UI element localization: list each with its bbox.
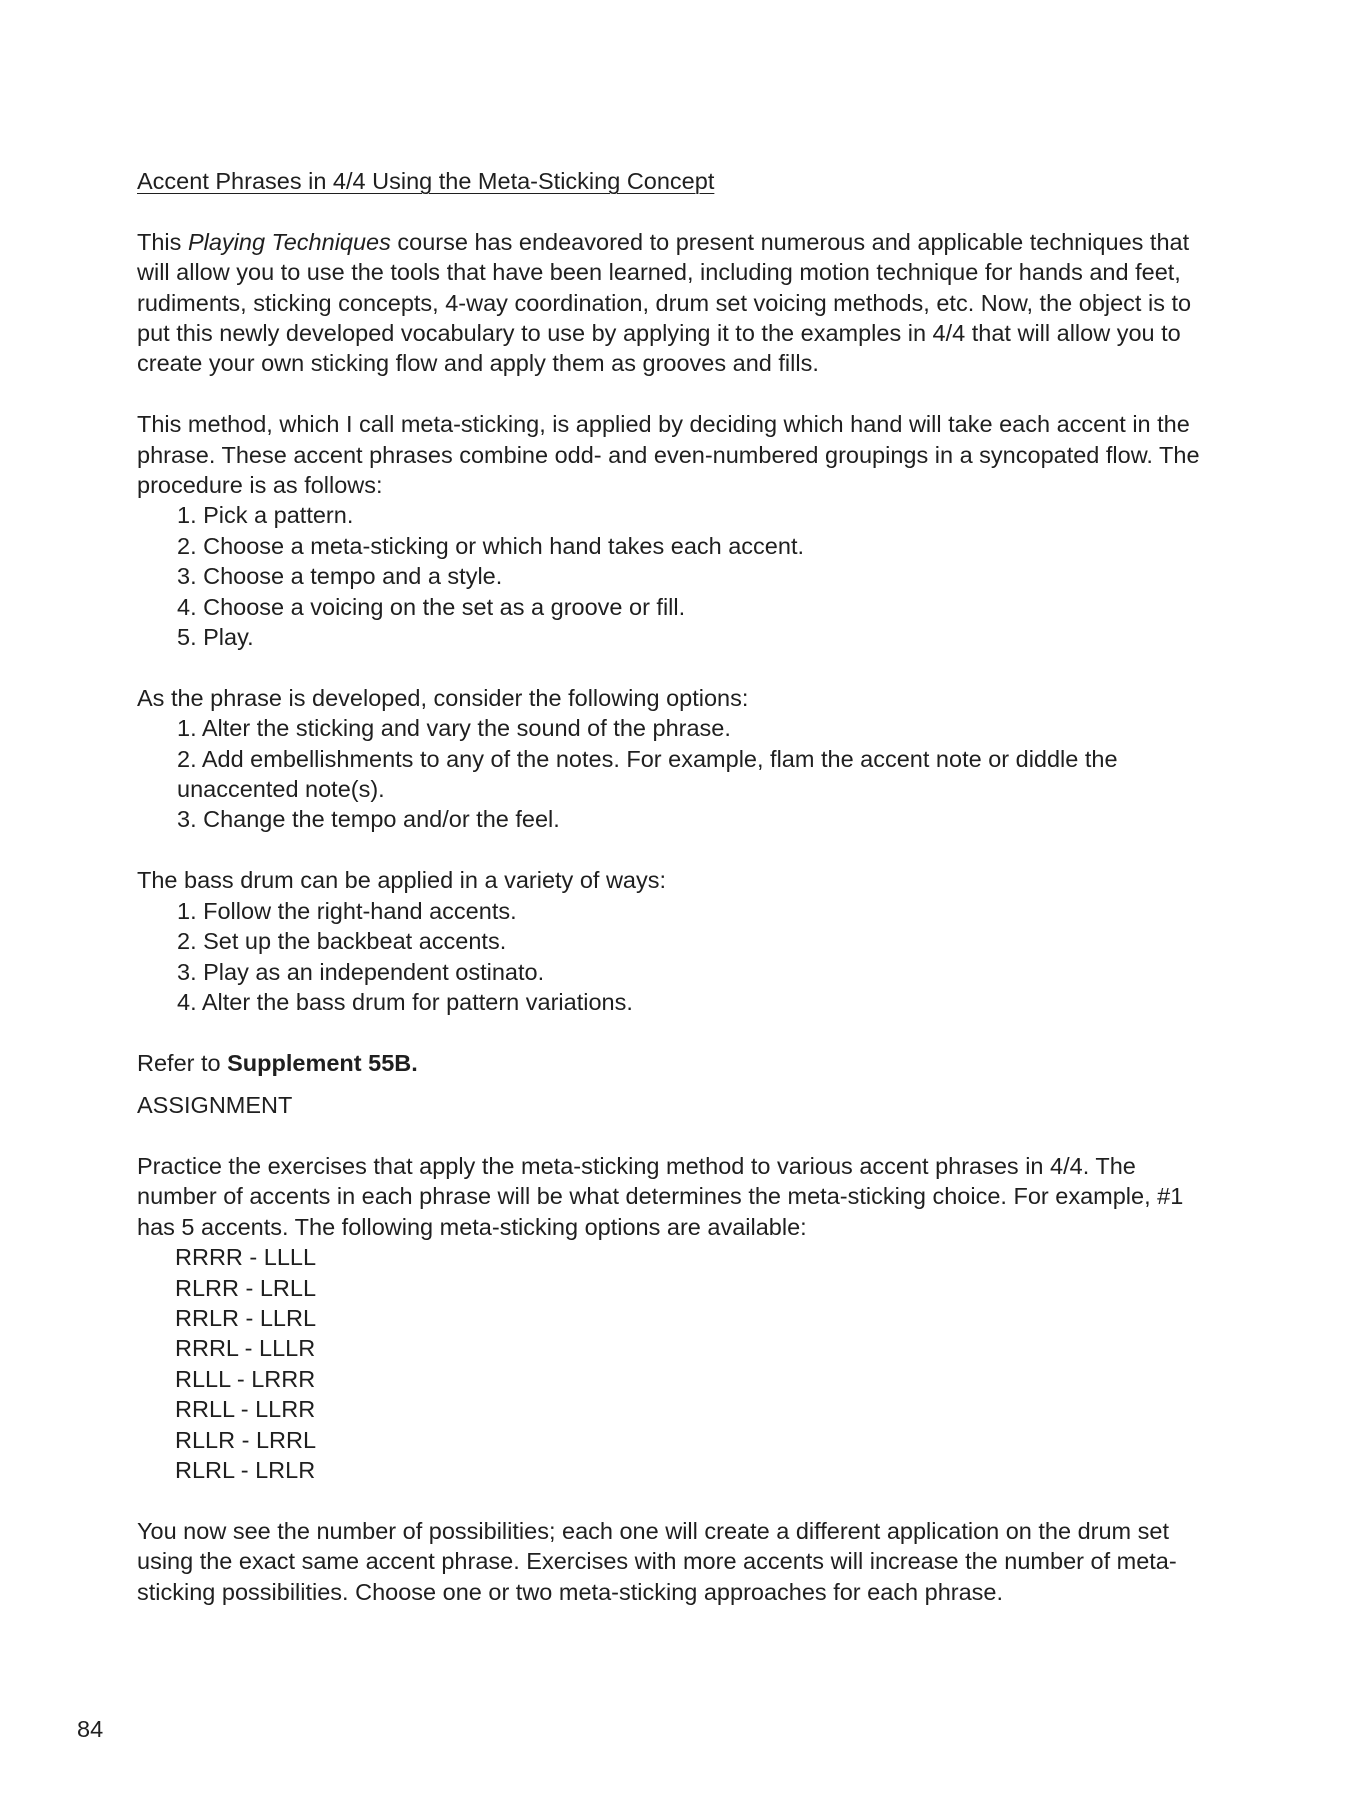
list-item: 2. Choose a meta-sticking or which hand takes each accent. (177, 532, 805, 559)
options-list (137, 713, 1222, 835)
procedure-list (137, 500, 1222, 652)
list-item: 2. Add embellishments to any of the notes. For example, flam the accent note or diddle the unaccented note(s). (177, 745, 1118, 803)
sticking-options-list (137, 1242, 1222, 1485)
list-item: 1. Pick a pattern. (177, 502, 354, 529)
supplement-reference (137, 1048, 1222, 1078)
assignment-paragraph: Practice the exercises that apply the meta-sticking method to various accent phrases in 4/4. The number of accents in each phrase will be what determines the meta-sticking choice. For example, #1 has 5 accents. The following meta-sticking options are available: (137, 1152, 1184, 1240)
list-item: 4. Choose a voicing on the set as a groove or fill. (177, 593, 686, 620)
bass-drum-list (137, 896, 1222, 1018)
list-item: 1. Follow the right-hand accents. (177, 897, 517, 924)
sticking-option: RRRL - LLLR (175, 1335, 316, 1362)
closing-paragraph: You now see the number of possibilities; each one will create a different application on the drum set using the exact same accent phrase. Exercises with more accents will increase the number of meta-sticking possibilities. Choose one or two meta-sticking approaches for each phrase. (137, 1517, 1177, 1605)
list-item: 3. Change the tempo and/or the feel. (177, 806, 560, 833)
sticking-option: RRLR - LLRL (175, 1304, 317, 1331)
intro-text-rest: course has endeavored to present numerous and applicable techniques that will allow you to use the tools that have been learned, including motion technique for hands and feet, rudiments, sticking concepts, 4-way coordination, drum set voicing methods, etc. Now, the object is to put this newly developed vocabulary to use by applying it to the examples in 4/4 that will allow you to create your own sticking flow and apply them as grooves and fills. (137, 228, 1192, 377)
intro-text-start: This (137, 228, 188, 255)
sticking-option: RRRR - LLLL (175, 1244, 317, 1271)
refer-prefix: Refer to (137, 1049, 228, 1076)
supplement-name: Supplement 55B. (227, 1049, 418, 1076)
page-number: 84 (77, 1716, 104, 1742)
intro-paragraph (137, 227, 1222, 379)
course-name: Playing Techniques (187, 228, 391, 255)
list-item: 2. Set up the backbeat accents. (177, 928, 507, 955)
list-item: 1. Alter the sticking and vary the sound of the phrase. (177, 715, 731, 742)
assignment-heading: ASSIGNMENT (137, 1092, 293, 1119)
bass-drum-paragraph: The bass drum can be applied in a variety of ways: (137, 867, 667, 894)
options-paragraph: As the phrase is developed, consider the following options: (137, 684, 749, 711)
method-paragraph: This method, which I call meta-sticking, is applied by deciding which hand will take each accent in the phrase. These accent phrases combine odd- and even-numbered groupings in a syncopated flow. The procedure is as follows: (137, 411, 1200, 499)
list-item: 3. Choose a tempo and a style. (177, 563, 503, 590)
sticking-option: RLLL - LRRR (175, 1365, 316, 1392)
sticking-option: RLRL - LRLR (175, 1456, 316, 1483)
list-item: 4. Alter the bass drum for pattern variations. (177, 988, 633, 1015)
sticking-option: RLLR - LRRL (175, 1426, 317, 1453)
page-content (137, 166, 1222, 1607)
section-title: Accent Phrases in 4/4 Using the Meta-Sticking Concept (137, 168, 715, 194)
sticking-option: RRLL - LLRR (175, 1396, 316, 1423)
sticking-option: RLRR - LRLL (175, 1274, 317, 1301)
list-item: 5. Play. (177, 624, 254, 651)
list-item: 3. Play as an independent ostinato. (177, 958, 545, 985)
